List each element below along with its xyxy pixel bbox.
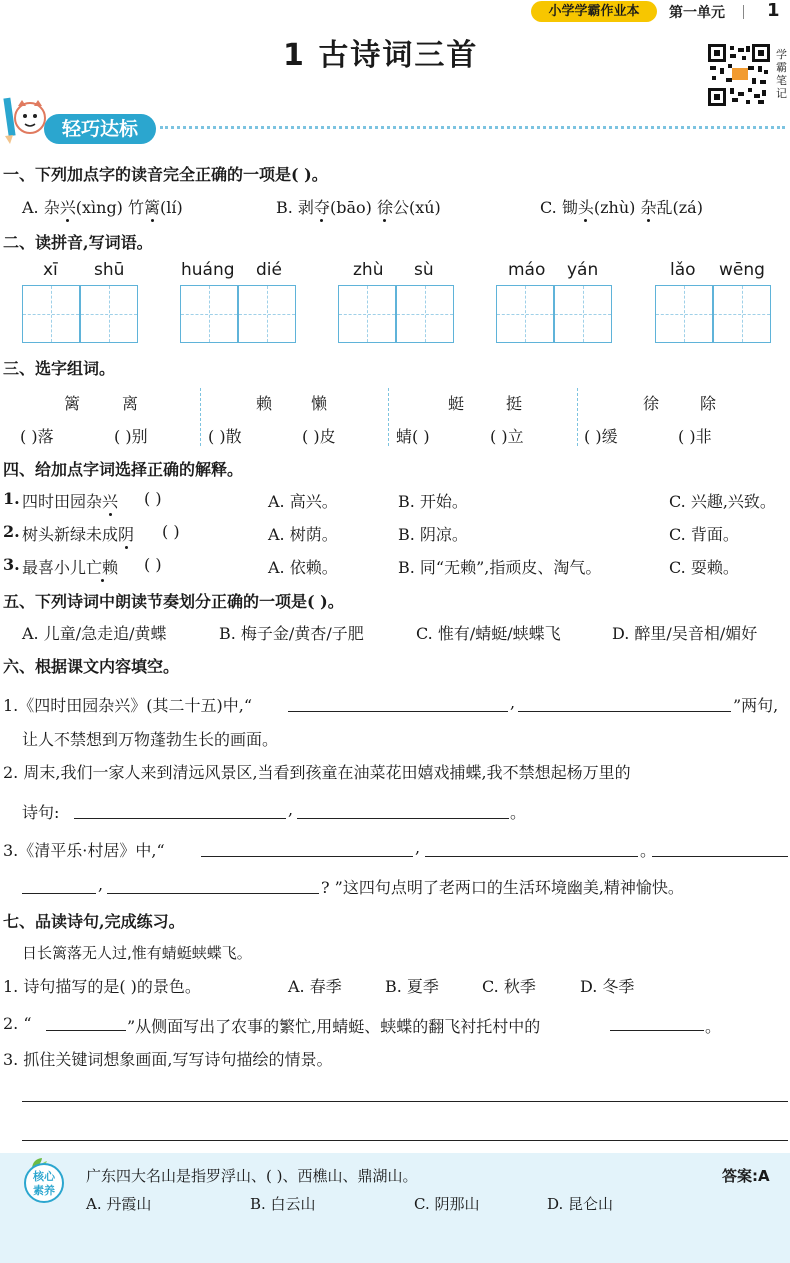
s4-item-number: 2. (3, 522, 20, 541)
writing-line[interactable] (22, 1140, 788, 1141)
section-7-heading: 七、品读诗句,完成练习。 (3, 912, 185, 931)
group-divider (577, 388, 578, 446)
s3-char: 挺 (506, 394, 523, 413)
writing-grid-cell[interactable] (554, 285, 612, 343)
s6-q2-start: 2. 周末,我们一家人来到清远风景区,当看到孩童在油菜花田嬉戏捕蝶,我不禁想起杨万里的 (3, 763, 631, 782)
pinyin-text: shū (94, 260, 125, 280)
s3-char: 篱 (64, 394, 81, 413)
group-divider (388, 388, 389, 446)
s6-q1-start: 1.《四时田园杂兴》(其二十五)中,“ (3, 696, 253, 715)
section-banner (0, 94, 790, 144)
s3-char: 蜓 (448, 394, 465, 413)
s1-option-b: B. 剥夺(bāo) 徐公(xú) (276, 198, 441, 217)
footer-question: 广东四大名山是指罗浮山、( )、西樵山、鼎湖山。 (86, 1167, 418, 1185)
s5-option-d: D. 醉里/吴音相/媚好 (612, 624, 758, 643)
s3-char: 赖 (256, 394, 273, 413)
answer-line[interactable] (201, 856, 413, 857)
s6-q1-comma: , (510, 693, 516, 712)
s4-item-phrase: 四时田园杂兴 (22, 492, 119, 511)
banner-title: 轻巧达标 (44, 114, 156, 144)
section-3-heading: 三、选字组词。 (3, 359, 116, 378)
s4-option-c: C. 背面。 (669, 525, 739, 544)
brand-badge: 小学学霸作业本 (531, 1, 657, 22)
s4-answer-blank[interactable]: ( ) (144, 489, 162, 508)
s4-answer-blank[interactable]: ( ) (162, 522, 180, 541)
s3-word-blank[interactable]: ( )非 (678, 427, 712, 446)
section-6-heading: 六、根据课文内容填空。 (3, 657, 180, 676)
writing-grid-cell[interactable] (80, 285, 138, 343)
s3-word-blank[interactable]: ( )别 (114, 427, 148, 446)
section-4-heading: 四、给加点字词选择正确的解释。 (3, 460, 244, 479)
s1-option-a: A. 杂兴(xìng) 竹篱(lí) (22, 198, 183, 217)
s4-option-b: B. 同“无赖”,指顽皮、淘气。 (398, 558, 602, 577)
section-1-heading: 一、下列加点字的读音完全正确的一项是( )。 (3, 165, 328, 184)
pencil-mascot-icon (2, 94, 52, 144)
s6-q1-continued: 让人不禁想到万物蓬勃生长的画面。 (22, 730, 279, 749)
s3-char: 徐 (643, 394, 660, 413)
answer-line[interactable] (288, 711, 508, 712)
s5-option-c: C. 惟有/蜻蜓/蛱蝶飞 (416, 624, 561, 643)
s3-char: 离 (122, 394, 139, 413)
answer-line[interactable] (46, 1030, 126, 1031)
s6-q3-start: 3.《清平乐·村居》中,“ (3, 841, 165, 860)
s7-q1-option-b: B. 夏季 (385, 977, 439, 996)
answer-line[interactable] (425, 856, 638, 857)
answer-line[interactable] (518, 711, 731, 712)
unit-label: 第一单元 (669, 5, 725, 21)
qr-note: 学霸笔记 (776, 48, 787, 100)
answer-line[interactable] (652, 856, 788, 857)
pinyin-text: huáng (181, 260, 235, 280)
s6-q2-comma: , (288, 800, 294, 819)
banner-dotted-rule (160, 126, 785, 129)
writing-grid-cell[interactable] (396, 285, 454, 343)
s4-item-phrase: 树头新绿未成阴 (22, 525, 135, 544)
writing-grid-cell[interactable] (713, 285, 771, 343)
s7-q1: 1. 诗句描写的是( )的景色。 (3, 977, 201, 996)
s7-q1-option-c: C. 秋季 (482, 977, 536, 996)
footer-option-a: A. 丹霞山 (86, 1195, 152, 1213)
section-2-heading: 二、读拼音,写词语。 (3, 233, 153, 252)
s3-char: 懒 (311, 394, 328, 413)
s6-q3-end: ? ”这四句点明了老两口的生活环境幽美,精神愉快。 (321, 878, 684, 897)
group-divider (200, 388, 201, 446)
s4-option-a: A. 依赖。 (268, 558, 338, 577)
s7-poem: 日长篱落无人过,惟有蜻蜓蛱蝶飞。 (22, 944, 252, 962)
core-literacy-badge: 核心 素养 (24, 1163, 64, 1203)
s7-q3: 3. 抓住关键词想象画面,写写诗句描绘的情景。 (3, 1050, 333, 1069)
s6-q3-comma2: , (98, 875, 104, 894)
s5-option-a: A. 儿童/急走追/黄蝶 (22, 624, 167, 643)
writing-grid-cell[interactable] (496, 285, 554, 343)
writing-grid-cell[interactable] (338, 285, 396, 343)
s7-q2-start: 2. “ (3, 1014, 32, 1033)
s4-option-a: A. 树荫。 (268, 525, 338, 544)
pinyin-text: máo (508, 260, 546, 280)
s4-option-c: C. 耍赖。 (669, 558, 739, 577)
s4-option-b: B. 阴凉。 (398, 525, 468, 544)
s6-q1-end: ”两句, (733, 696, 779, 715)
pinyin-text: xī (43, 260, 58, 280)
s7-q2-mid: ”从侧面写出了农事的繁忙,用蜻蜓、蛱蝶的翻飞衬托村中的 (127, 1017, 541, 1036)
writing-line[interactable] (22, 1101, 788, 1102)
pinyin-text: lǎo (670, 260, 696, 280)
s4-item-number: 3. (3, 555, 20, 574)
footer-answer: 答案:A (722, 1167, 770, 1185)
s4-item-number: 1. (3, 489, 20, 508)
writing-grid-cell[interactable] (180, 285, 238, 343)
s3-char: 除 (700, 394, 717, 413)
pinyin-text: dié (256, 260, 282, 280)
s5-option-b: B. 梅子金/黄杏/子肥 (219, 624, 364, 643)
s6-q3-period: 。 (640, 841, 657, 860)
pinyin-text: yán (567, 260, 599, 280)
s3-word-blank[interactable]: 蜻( ) (396, 427, 430, 446)
pinyin-text: wēng (719, 260, 765, 280)
answer-line[interactable] (297, 818, 509, 819)
s4-option-c: C. 兴趣,兴致。 (669, 492, 776, 511)
s3-word-blank[interactable]: ( )立 (490, 427, 524, 446)
s1-option-c: C. 锄头(zhù) 杂乱(zá) (540, 198, 703, 217)
s7-q2-end: 。 (705, 1017, 722, 1036)
page-title: 1 古诗词三首 (283, 38, 479, 73)
answer-line[interactable] (74, 818, 286, 819)
s7-q1-option-a: A. 春季 (288, 977, 342, 996)
s3-word-blank[interactable]: ( )皮 (302, 427, 336, 446)
answer-line[interactable] (22, 893, 96, 894)
writing-grid-cell[interactable] (238, 285, 296, 343)
footer-option-c: C. 阴那山 (414, 1195, 480, 1213)
footer-option-b: B. 白云山 (250, 1195, 316, 1213)
s4-option-a: A. 高兴。 (268, 492, 338, 511)
s6-q3-comma: , (415, 838, 421, 857)
writing-grid-cell[interactable] (22, 285, 80, 343)
section-5-heading: 五、下列诗词中朗读节奏划分正确的一项是( )。 (3, 592, 344, 611)
pinyin-text: zhù (353, 260, 384, 280)
s3-word-blank[interactable]: ( )散 (208, 427, 242, 446)
s4-option-b: B. 开始。 (398, 492, 468, 511)
s3-word-blank[interactable]: ( )落 (20, 427, 54, 446)
s6-q2-period: 。 (510, 803, 527, 822)
writing-grid-cell[interactable] (655, 285, 713, 343)
answer-line[interactable] (610, 1030, 704, 1031)
s6-q2-label: 诗句: (22, 803, 60, 822)
page-number: 1 (767, 0, 780, 21)
s4-answer-blank[interactable]: ( ) (144, 555, 162, 574)
s4-item-phrase: 最喜小儿亡赖 (22, 558, 119, 577)
s3-word-blank[interactable]: ( )缓 (584, 427, 618, 446)
header-divider (743, 5, 744, 19)
s7-q1-option-d: D. 冬季 (580, 977, 635, 996)
answer-line[interactable] (107, 893, 319, 894)
pinyin-text: sù (414, 260, 434, 280)
footer-option-d: D. 昆仑山 (547, 1195, 614, 1213)
